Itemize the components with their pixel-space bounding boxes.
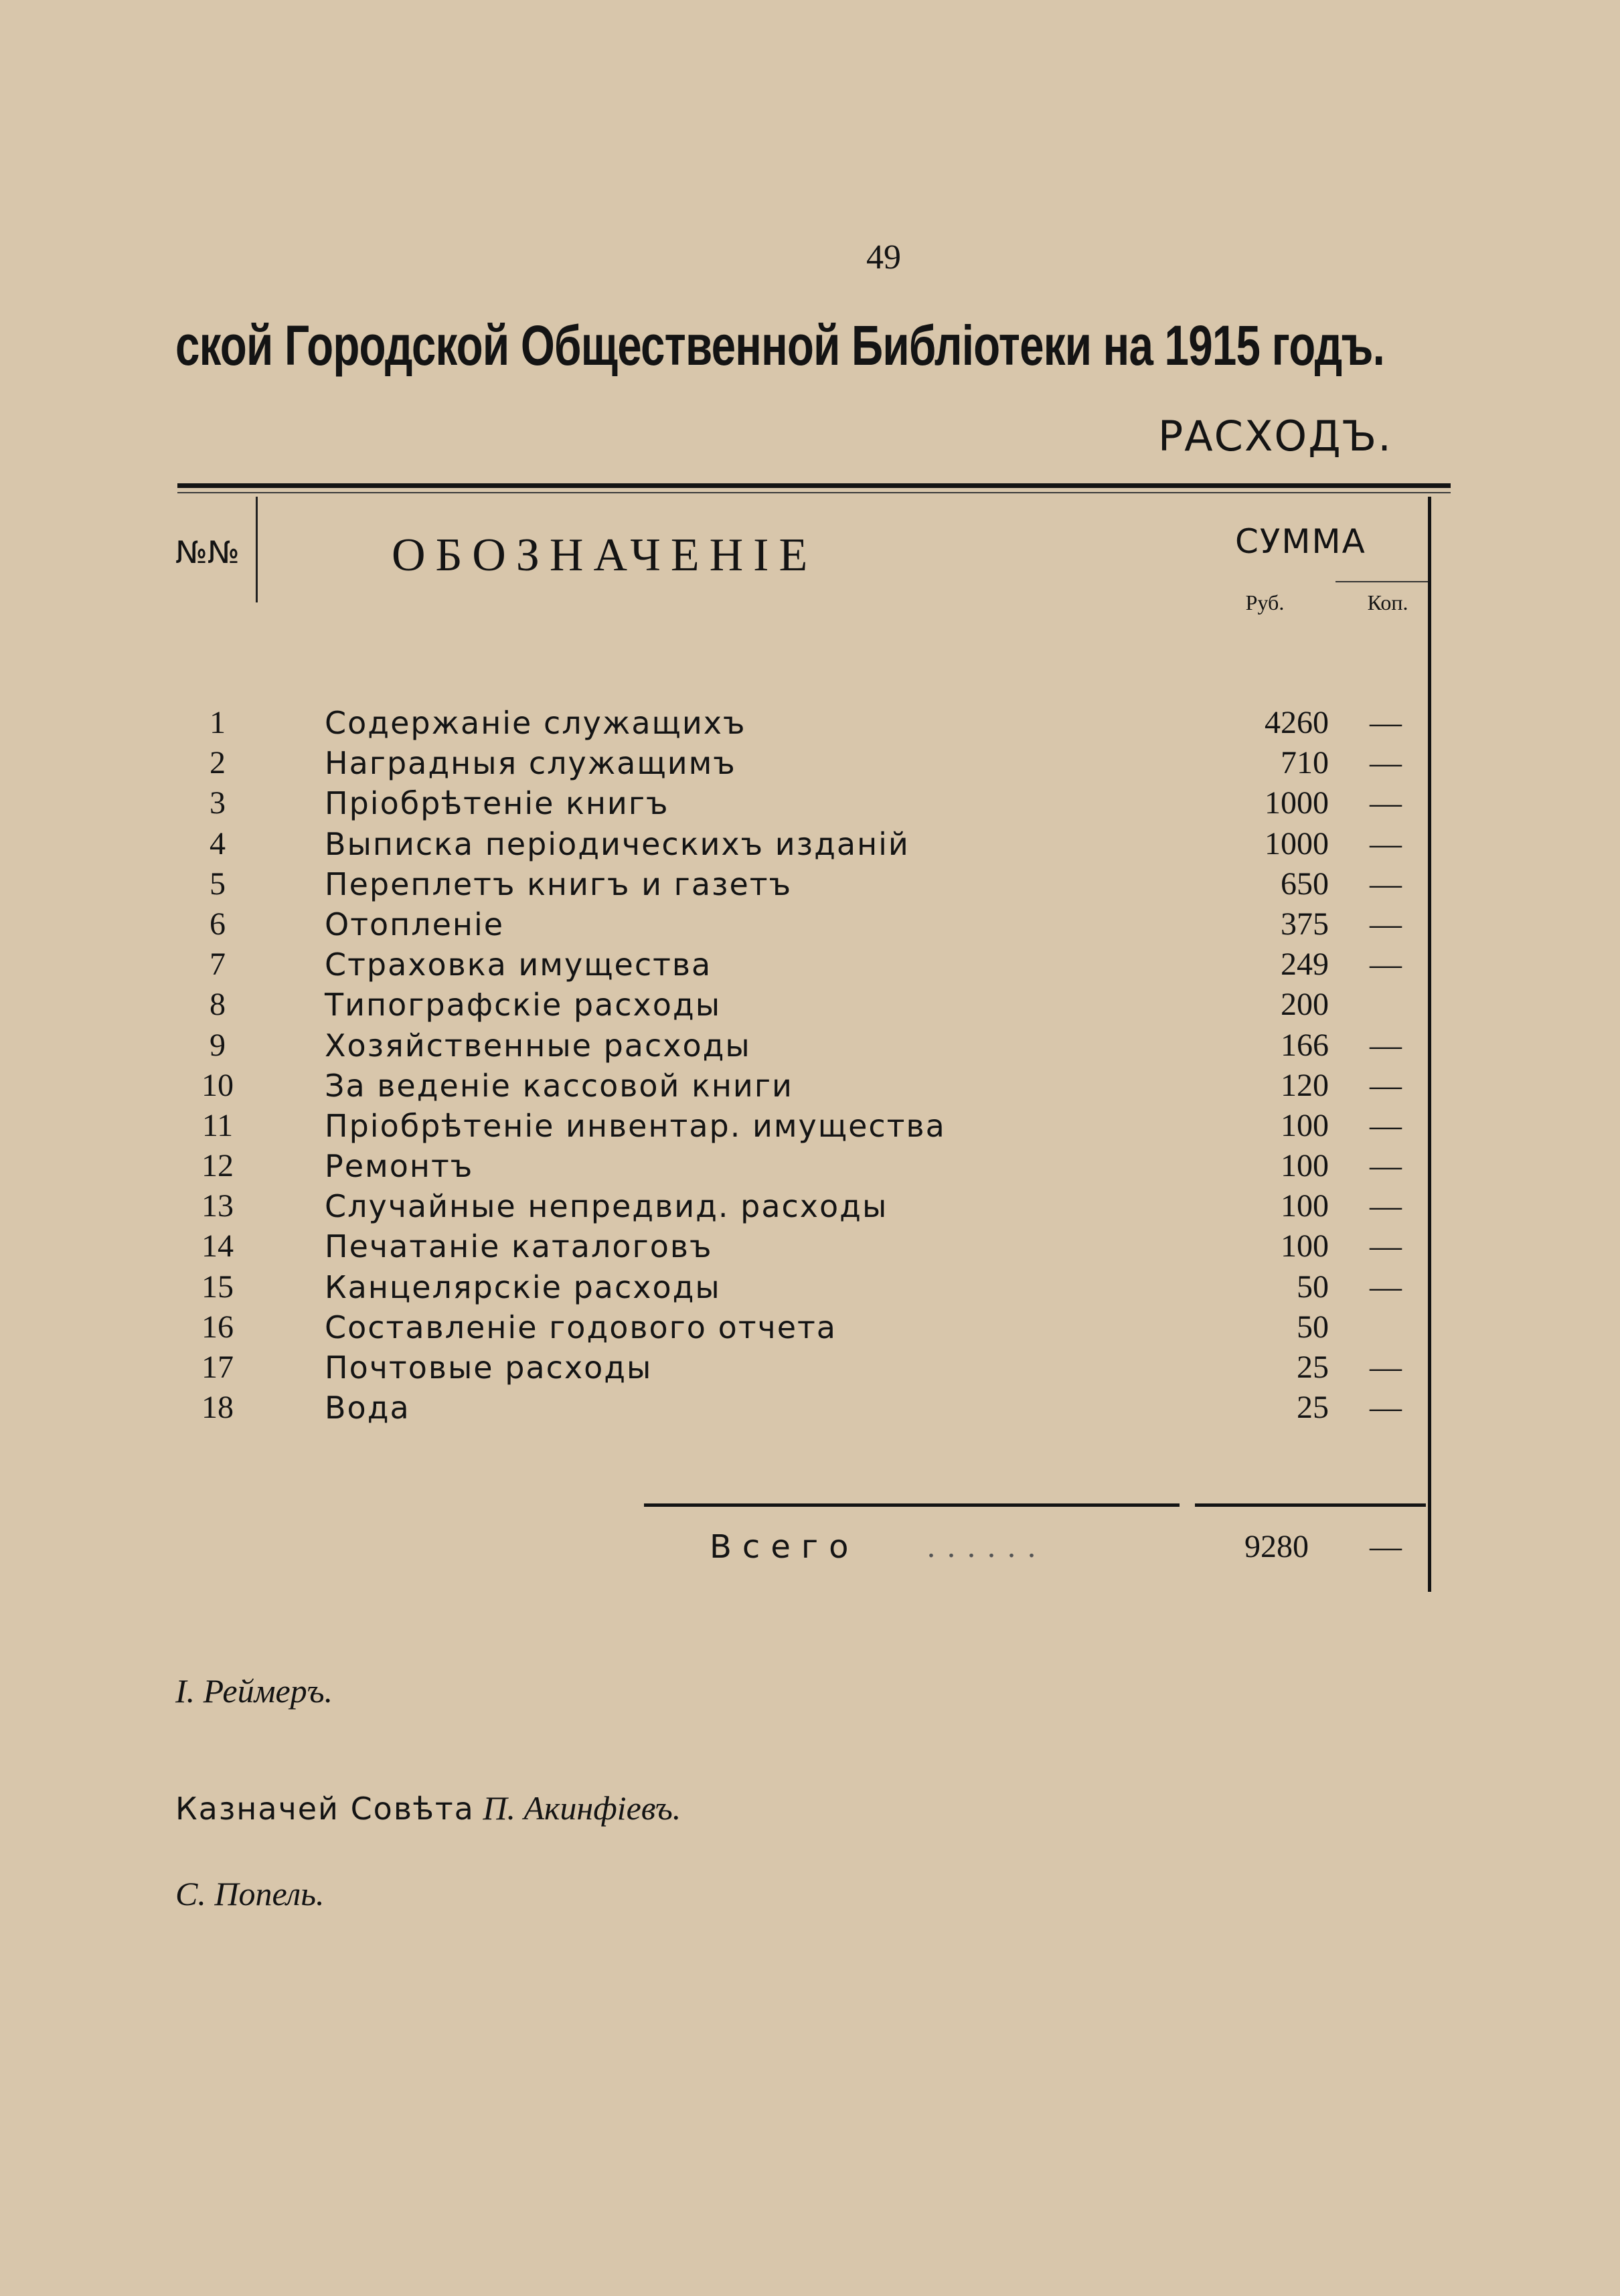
row-description: Составленіе годового отчета	[325, 1309, 837, 1345]
row-number: 3	[210, 785, 226, 821]
row-rubles: 100	[1281, 1228, 1329, 1264]
row-number: 14	[201, 1228, 234, 1264]
table-row	[174, 1388, 1426, 1428]
total-rubles: 9280	[1244, 1529, 1309, 1564]
row-rubles: 100	[1281, 1188, 1329, 1224]
row-number: 10	[201, 1067, 234, 1103]
row-number: 17	[201, 1349, 234, 1385]
table-row	[174, 864, 1426, 904]
table-top-rule-thin	[177, 492, 1451, 493]
row-number: 12	[201, 1148, 234, 1184]
row-description: Почтовые расходы	[325, 1349, 653, 1386]
row-rubles: 4260	[1265, 705, 1329, 740]
page-heading: ской Городской Общественной Библіотеки на 1915 годъ.	[175, 314, 1385, 377]
row-number: 4	[210, 825, 226, 862]
table-row	[174, 1106, 1426, 1146]
table-row	[174, 824, 1426, 864]
row-description: Пріобрѣтеніе книгъ	[325, 785, 669, 822]
row-number: 2	[210, 745, 226, 781]
row-rubles: 120	[1281, 1067, 1329, 1103]
column-header-description: ОБОЗНАЧЕНІЕ	[392, 529, 818, 581]
row-description: Печатаніе каталоговъ	[325, 1228, 713, 1265]
total-kopecks: —	[1370, 1529, 1402, 1564]
row-rubles: 100	[1281, 1107, 1329, 1143]
row-description: Вода	[325, 1390, 410, 1426]
row-rubles: 200	[1281, 987, 1329, 1023]
row-description: Хозяйственные расходы	[325, 1027, 751, 1064]
row-description: За веденіе кассовой книги	[325, 1067, 793, 1104]
row-description: Случайные непредвид. расходы	[325, 1188, 888, 1225]
row-rubles: 100	[1281, 1148, 1329, 1184]
row-number: 11	[201, 1107, 234, 1143]
row-rubles: 710	[1281, 745, 1329, 781]
row-rubles: 50	[1297, 1268, 1329, 1305]
row-rubles: 166	[1281, 1027, 1329, 1063]
row-rubles: 375	[1281, 906, 1329, 942]
row-kopecks: —	[1370, 1067, 1402, 1103]
table-row	[174, 703, 1426, 743]
column-header-rubles: Руб.	[1245, 590, 1285, 614]
total-label: Всего	[710, 1528, 860, 1566]
row-rubles: 50	[1297, 1309, 1329, 1345]
row-description: Пріобрѣтеніе инвентар. имущества	[325, 1107, 946, 1144]
signature-role: Казначей Совѣта	[175, 1791, 475, 1827]
row-rubles: 650	[1281, 866, 1329, 902]
table-row	[174, 1307, 1426, 1347]
row-description: Отопленіе	[325, 906, 505, 942]
signature-line-2	[175, 1789, 681, 1827]
row-kopecks: —	[1370, 1268, 1402, 1305]
row-description: Ремонтъ	[325, 1148, 474, 1185]
row-rubles: 249	[1281, 947, 1329, 983]
row-kopecks: —	[1370, 1228, 1402, 1264]
row-number: 9	[210, 1027, 226, 1063]
table-top-rule	[177, 483, 1451, 488]
row-number: 1	[210, 705, 226, 740]
row-description: Переплетъ книгъ и газетъ	[325, 866, 793, 902]
column-header-sum: СУММА	[1235, 522, 1366, 561]
section-title: РАСХОДЪ.	[1157, 412, 1392, 461]
row-description: Страховка имущества	[325, 947, 712, 983]
total-rule-sum	[1195, 1503, 1426, 1507]
row-number: 7	[210, 947, 226, 983]
page-number: 49	[866, 238, 901, 276]
table-row	[174, 783, 1426, 823]
row-number: 13	[201, 1188, 234, 1224]
row-description: Типографскіе расходы	[325, 987, 722, 1023]
table-row	[174, 1026, 1426, 1066]
row-description: Содержаніе служащихъ	[325, 705, 746, 741]
table-row	[174, 1226, 1426, 1266]
total-rule	[644, 1503, 1180, 1507]
row-kopecks: —	[1370, 866, 1402, 902]
row-kopecks: —	[1370, 1390, 1402, 1426]
table-row	[174, 945, 1426, 985]
table-row	[174, 743, 1426, 783]
row-rubles: 25	[1297, 1390, 1329, 1426]
sum-header-rule	[1335, 581, 1429, 582]
row-kopecks: —	[1370, 745, 1402, 781]
total-leader-dots: ......	[927, 1529, 1048, 1564]
row-kopecks: —	[1370, 947, 1402, 983]
expense-table-body	[174, 703, 1426, 1428]
signature-line-1: І. Реймеръ.	[175, 1672, 333, 1710]
row-kopecks: —	[1370, 1027, 1402, 1063]
row-rubles: 1000	[1265, 825, 1329, 862]
signature-line-3: С. Попель.	[175, 1875, 325, 1912]
table-row	[174, 904, 1426, 945]
table-row	[174, 1267, 1426, 1307]
row-number: 16	[201, 1309, 234, 1345]
row-kopecks: —	[1370, 825, 1402, 862]
row-kopecks: —	[1370, 1148, 1402, 1184]
column-header-kopecks: Коп.	[1367, 590, 1408, 614]
row-description: Выписка періодическихъ изданій	[325, 825, 910, 862]
row-rubles: 25	[1297, 1349, 1329, 1385]
column-divider	[256, 497, 258, 602]
row-description: Канцелярскіе расходы	[325, 1268, 721, 1305]
table-row	[174, 985, 1426, 1025]
row-number: 6	[210, 906, 226, 942]
column-header-number: №№	[175, 534, 240, 570]
row-number: 8	[210, 987, 226, 1023]
row-rubles: 1000	[1265, 785, 1329, 821]
row-kopecks: —	[1370, 785, 1402, 821]
table-row	[174, 1347, 1426, 1388]
row-number: 18	[201, 1390, 234, 1426]
row-number: 5	[210, 866, 226, 902]
table-row	[174, 1186, 1426, 1226]
row-kopecks: —	[1370, 1349, 1402, 1385]
row-kopecks: —	[1370, 906, 1402, 942]
table-row	[174, 1066, 1426, 1106]
table-row	[174, 1146, 1426, 1186]
row-kopecks: —	[1370, 705, 1402, 740]
table-right-border	[1428, 497, 1431, 1592]
row-description: Наградныя служащимъ	[325, 745, 736, 782]
row-kopecks: —	[1370, 1107, 1402, 1143]
row-kopecks: —	[1370, 1188, 1402, 1224]
row-number: 15	[201, 1268, 234, 1305]
signature-name: П. Акинфіевъ.	[483, 1789, 681, 1827]
